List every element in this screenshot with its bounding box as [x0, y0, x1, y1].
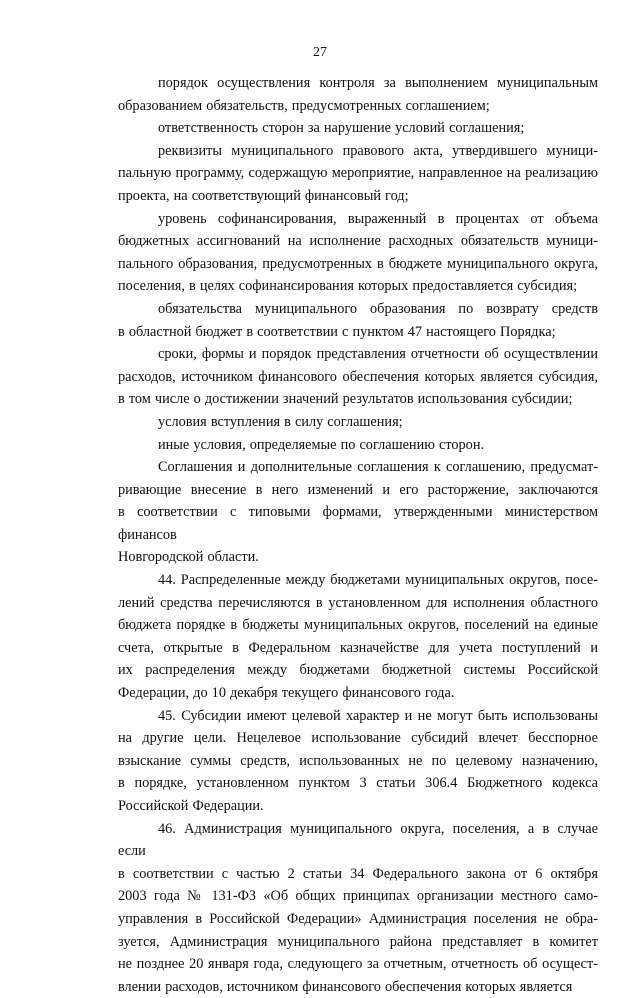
text-line: в порядке, установленном пунктом 3 статьи 306.4 Бюджетного кодекса — [118, 775, 598, 792]
text-line: условия вступления в силу соглашения; — [158, 413, 403, 430]
text-line: управления в Российской Федерации» Администрация поселения не обра- — [118, 910, 598, 927]
text-line: влении расходов, источником финансового обеспечения которых является — [118, 978, 573, 995]
paragraph — [118, 411, 598, 434]
text-line: лений средства перечисляются в установленном для исполнения областного — [118, 594, 598, 611]
text-line: пального образования, предусмотренных в бюджете муниципального округа, — [118, 255, 598, 272]
text-line: Российской Федерации. — [118, 798, 264, 814]
paragraph — [118, 434, 598, 457]
paragraph — [118, 569, 598, 705]
text-line: Новгородской области. — [118, 549, 259, 566]
text-line: сроки, формы и порядок представления отчетности об осуществлении — [158, 346, 598, 363]
text-line: в соответствии с типовыми формами, утвержденными министерством финансов — [118, 504, 598, 543]
text-line: 2003 года № 131-ФЗ «Об общих принципах организации местного само- — [118, 888, 598, 905]
paragraph — [118, 343, 598, 411]
text-line: бюджетных ассигнований на исполнение расходных обязательств муници- — [118, 233, 598, 250]
text-line: 45. Субсидии имеют целевой характер и не могут быть использованы — [158, 707, 598, 724]
text-line: ривающие внесение в него изменений и его расторжение, заключаются — [118, 481, 598, 498]
text-line: их распределения между бюджетами бюджетной системы Российской — [118, 662, 598, 679]
text-line: не позднее 20 января года, следующего за отчетным, отчетность об осущест- — [118, 956, 598, 973]
text-line: на другие цели. Нецелевое использование субсидий влечет бесспорное — [118, 730, 598, 747]
text-line: образованием обязательств, предусмотренных соглашением; — [118, 97, 490, 114]
text-line: реквизиты муниципального правового акта, утвердившего муници- — [158, 142, 598, 159]
text-line: расходов, источником финансового обеспечения которых является субсидия, — [118, 368, 598, 385]
text-line: 46. Администрация муниципального округа, поселения, а в случае если — [118, 820, 598, 860]
text-line: проекта, на соответствующий финансовый год; — [118, 187, 409, 204]
paragraph — [118, 818, 598, 998]
text-line: 44. Распределенные между бюджетами муниципальных округов, посе- — [158, 572, 598, 589]
paragraph — [118, 117, 598, 140]
text-line: Соглашения и дополнительные соглашения к соглашению, предусмат- — [158, 459, 598, 476]
paragraph — [118, 456, 598, 569]
text-line: в том числе о достижении значений результатов использования субсидии; — [118, 391, 573, 408]
text-line: ответственность сторон за нарушение условий соглашения; — [158, 120, 525, 137]
text-line: счета, открытые в Федеральном казначействе для учета поступлений и — [118, 639, 598, 656]
text-line: бюджета порядке в бюджеты муниципальных округов, поселений на единые — [118, 617, 598, 634]
document-body — [118, 72, 598, 998]
paragraph — [118, 298, 598, 343]
text-line: порядок осуществления контроля за выполнением муниципальным — [158, 75, 598, 91]
text-line: уровень софинансирования, выраженный в процентах от объема — [158, 210, 598, 227]
page-number: 27 — [313, 45, 327, 60]
paragraph — [118, 140, 598, 208]
text-line: в областной бюджет в соответствии с пунктом 47 настоящего Порядка; — [118, 323, 556, 340]
text-line: зуется, Администрация муниципального района представляет в комитет — [118, 933, 598, 950]
paragraph — [118, 705, 598, 818]
text-line: иные условия, определяемые по соглашению сторон. — [158, 436, 485, 453]
paragraph — [118, 208, 598, 298]
text-line: обязательства муниципального образования по возврату средств — [158, 300, 598, 317]
paragraph — [118, 72, 598, 117]
text-line: пальную программу, содержащую мероприятие, направленное на реализацию — [118, 165, 598, 182]
text-line: взыскание суммы средств, использованных не по целевому назначению, — [118, 752, 598, 769]
text-line: поселения, в целях софинансирования которых предоставляется субсидия; — [118, 278, 578, 295]
text-line: в соответствии с частью 2 статьи 34 Федерального закона от 6 октября — [118, 865, 598, 882]
text-line: Федерации, до 10 декабря текущего финансового года. — [118, 685, 455, 702]
